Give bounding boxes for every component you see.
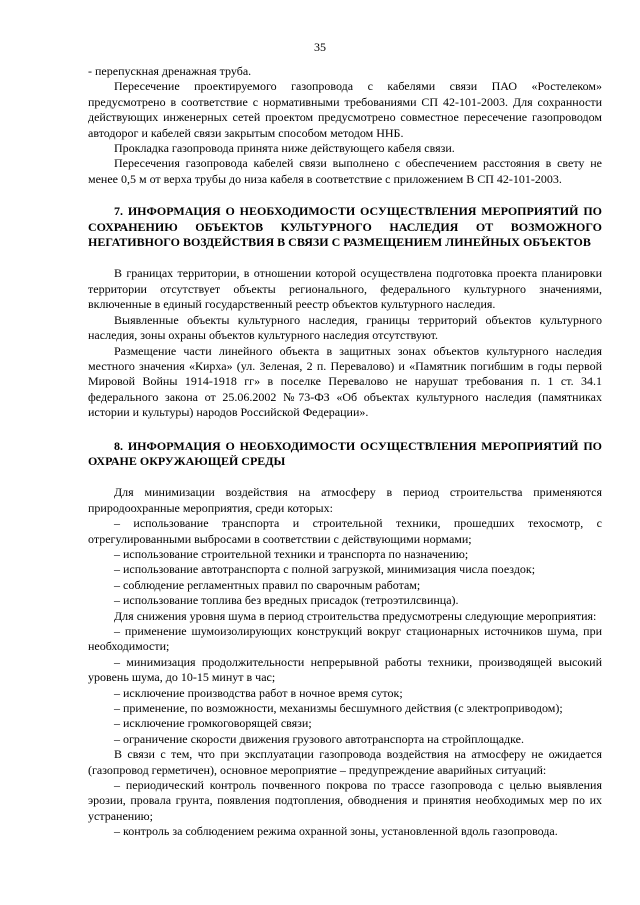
section-7-paragraph: Размещение части линейного объекта в защитных зонах объектов культурного наследия местного значения «Кирха» (ул. Зеленая, 2 п. Перевалово) и «Памятник погибшим в годы первой Мировой Войны 1914-1918 гг» в поселке Перевалово не нарушат требования п. 1 ст. 34.1 федерального закона от 25.06.2002 №73-ФЗ «Об объектах культурного наследия (памятниках истории и культуры) народов Российской Федерации». (88, 343, 602, 420)
list-item: – использование топлива без вредных присадок (тетроэтилсвинца). (114, 593, 459, 608)
intro-paragraph-2: Пересечение проектируемого газопровода с кабелями связи ПАО «Ростелеком» предусмотрено в соответствие с нормативными требованиями СП 42-101-2003. Для сохранности действующих инженерных сетей проектом предусмотрено совместное пересечение газопроводом автодорог и кабелей связи закрытым способом методом ННБ. (88, 79, 602, 140)
list-item: – использование автотранспорта с полной загрузкой, минимизация числа поездок; (114, 562, 536, 577)
list-item: – исключение громкоговорящей связи; (114, 716, 312, 731)
list-item: – ограничение скорости движения грузового автотранспорта на стройплощадке. (114, 731, 525, 746)
list-item: – использование транспорта и строительной техники, прошедших техосмотр, с отрегулированными выбросами в соответствии с действующими нормами; (88, 516, 602, 546)
list-item: – применение, по возможности, механизмы бесшумного действия (с электроприводом); (114, 701, 563, 716)
intro-paragraph-3: Прокладка газопровода принята ниже действующего кабеля связи. (114, 141, 455, 156)
list-item: – соблюдение регламентных правил по сварочным работам; (114, 577, 421, 592)
list-item: – периодический контроль почвенного покрова по трассе газопровода с целью выявления эрозии, провала грунта, появления подтопления, обводнения и принятия необходимых мер по их устранению; (88, 778, 602, 823)
section-8-paragraph: Для снижения уровня шума в период строительства предусмотрены следующие мероприятия: (114, 608, 597, 623)
section-8-paragraph: Для минимизации воздействия на атмосферу в период строительства применяются природоохранные мероприятия, среди которых: (88, 485, 602, 515)
list-item: – минимизация продолжительности непрерывной работы техники, производящей высокий уровень шума, до 10-15 минут в час; (88, 654, 602, 685)
list-item: – применение шумоизолирующих конструкций вокруг стационарных источников шума, при необходимости; (88, 624, 602, 654)
list-item: – исключение производства работ в ночное время суток; (114, 685, 403, 700)
section-7-heading: 7. ИНФОРМАЦИЯ О НЕОБХОДИМОСТИ ОСУЩЕСТВЛЕНИЯ МЕРОПРИЯТИЙ ПО СОХРАНЕНИЮ ОБЪЕКТОВ КУЛЬТУРНОГО НАСЛЕДИЯ ОТ ВОЗМОЖНОГО НЕГАТИВНОГО ВОЗДЕЙСТВИЯ В СВЯЗИ С РАЗМЕЩЕНИЕМ ЛИНЕЙНЫХ ОБЪЕКТОВ (88, 204, 602, 250)
list-item: – использование строительной техники и транспорта по назначению; (114, 546, 469, 561)
section-7-paragraph: Выявленные объекты культурного наследия, границы территорий объектов культурного наследия, зоны охраны объектов культурного наследия отсутствуют. (88, 312, 602, 343)
intro-paragraph-4: Пересечения газопровода кабелей связи выполнено с обеспечением расстояния в свету не менее 0,5 м от верха трубы до низа кабеля в соответствие с приложением В СП 42-101-2003. (88, 156, 602, 186)
intro-paragraph-1: - перепускная дренажная труба. (88, 64, 252, 78)
section-8-heading: 8. ИНФОРМАЦИЯ О НЕОБХОДИМОСТИ ОСУЩЕСТВЛЕНИЯ МЕРОПРИЯТИЙ ПО ОХРАНЕ ОКРУЖАЮЩЕЙ СРЕДЫ (88, 438, 602, 468)
list-item: – контроль за соблюдением режима охранной зоны, установленной вдоль газопровода. (114, 824, 558, 839)
document-body (88, 64, 602, 840)
section-7-paragraph: В границах территории, в отношении которой осуществлена подготовка проекта планировки территории отсутствует объекты регионального, федерального культурного значениями, включенные в единый государственный реестр объектов культурного наследия. (88, 266, 602, 312)
page-number: 35 (314, 40, 326, 54)
section-8-paragraph: В связи с тем, что при эксплуатации газопровода воздействия на атмосферу не ожидается (газопровод герметичен), основное мероприятие – предупреждение аварийных ситуаций: (88, 747, 602, 777)
